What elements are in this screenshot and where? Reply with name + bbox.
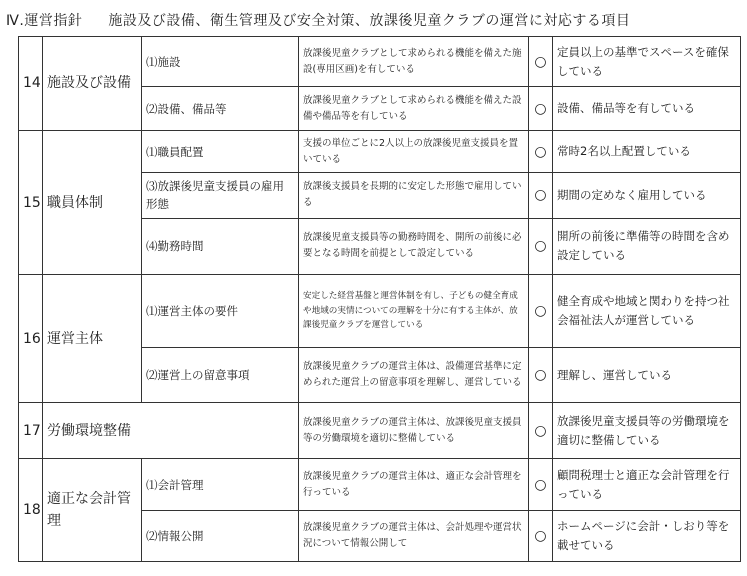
compliance-mark: ○ (529, 37, 553, 87)
item-number: 17 (19, 403, 43, 459)
compliance-mark: ○ (529, 130, 553, 172)
status-text: 顧問税理士と適正な会計管理を行っている (553, 458, 741, 511)
requirement-text: 放課後児童クラブの運営主体は、適正な会計管理を行っている (299, 458, 529, 511)
guideline-table (18, 36, 741, 562)
status-text: 開所の前後に準備等の時間を含め設定している (553, 218, 741, 275)
item-category: 適正な会計管理 (43, 458, 142, 561)
status-text: ホームページに会計・しおり等を載せている (553, 511, 741, 562)
sub-item: ⑴施設 (142, 37, 299, 87)
sub-item: ⑴職員配置 (142, 130, 299, 172)
requirement-text: 放課後児童クラブとして求められる機能を備えた設備や備品等を有している (299, 87, 529, 130)
item-number: 18 (19, 458, 43, 561)
sub-item: ⑴運営主体の要件 (142, 275, 299, 348)
status-text: 理解し、運営している (553, 347, 741, 403)
compliance-mark: ○ (529, 347, 553, 403)
item-number: 15 (19, 130, 43, 274)
status-text: 放課後児童支援員等の労働環境を適切に整備している (553, 403, 741, 459)
requirement-text: 安定した経営基盤と運営体制を有し、子どもの健全育成や地域の実情についての理解を十分に有する主体が、放課後児童クラブを運営している (299, 275, 529, 348)
compliance-mark: ○ (529, 458, 553, 511)
item-number: 14 (19, 37, 43, 131)
table-row (19, 275, 741, 348)
compliance-mark: ○ (529, 218, 553, 275)
status-text: 健全育成や地域と関わりを持つ社会福祉法人が運営している (553, 275, 741, 348)
compliance-mark: ○ (529, 173, 553, 218)
item-category: 運営主体 (43, 275, 142, 403)
sub-item: ⑴会計管理 (142, 458, 299, 511)
item-category: 労働環境整備 (43, 403, 299, 459)
sub-item: ⑵情報公開 (142, 511, 299, 562)
sub-item: ⑵設備、備品等 (142, 87, 299, 130)
compliance-mark: ○ (529, 275, 553, 348)
requirement-text: 放課後児童支援員等の勤務時間を、開所の前後に必要となる時間を前提として設定している (299, 218, 529, 275)
status-text: 期間の定めなく雇用している (553, 173, 741, 218)
requirement-text: 放課後児童クラブの運営主体は、会計処理や運営状況について情報公開して (299, 511, 529, 562)
item-category: 施設及び設備 (43, 37, 142, 131)
sub-item: ⑷勤務時間 (142, 218, 299, 275)
table-row (19, 458, 741, 511)
compliance-mark: ○ (529, 87, 553, 130)
requirement-text: 支援の単位ごとに2人以上の放課後児童支援員を置いている (299, 130, 529, 172)
requirement-text: 放課後児童クラブの運営主体は、設備運営基準に定められた運営上の留意事項を理解し、運営している (299, 347, 529, 403)
section-title: 施設及び設備、衛生管理及び安全対策、放課後児童クラブの運営に対応する項目 (108, 13, 631, 29)
item-number: 16 (19, 275, 43, 403)
item-category: 職員体制 (43, 130, 142, 274)
table-row (19, 130, 741, 172)
sub-item: ⑶放課後児童支援員の雇用形態 (142, 173, 299, 218)
requirement-text: 放課後児童クラブとして求められる機能を備えた施設(専用区画)を有している (299, 37, 529, 87)
requirement-text: 放課後児童クラブの運営主体は、放課後児童支援員等の労働環境を適切に整備している (299, 403, 529, 459)
status-text: 定員以上の基準でスペースを確保している (553, 37, 741, 87)
compliance-mark: ○ (529, 511, 553, 562)
status-text: 設備、備品等を有している (553, 87, 741, 130)
table-row (19, 403, 741, 459)
section-label: Ⅳ.運営指針 (6, 13, 83, 29)
page-heading (6, 10, 630, 32)
sub-item: ⑵運営上の留意事項 (142, 347, 299, 403)
status-text: 常時2名以上配置している (553, 130, 741, 172)
compliance-mark: ○ (529, 403, 553, 459)
requirement-text: 放課後支援員を長期的に安定した形態で雇用している (299, 173, 529, 218)
table-row (19, 37, 741, 87)
